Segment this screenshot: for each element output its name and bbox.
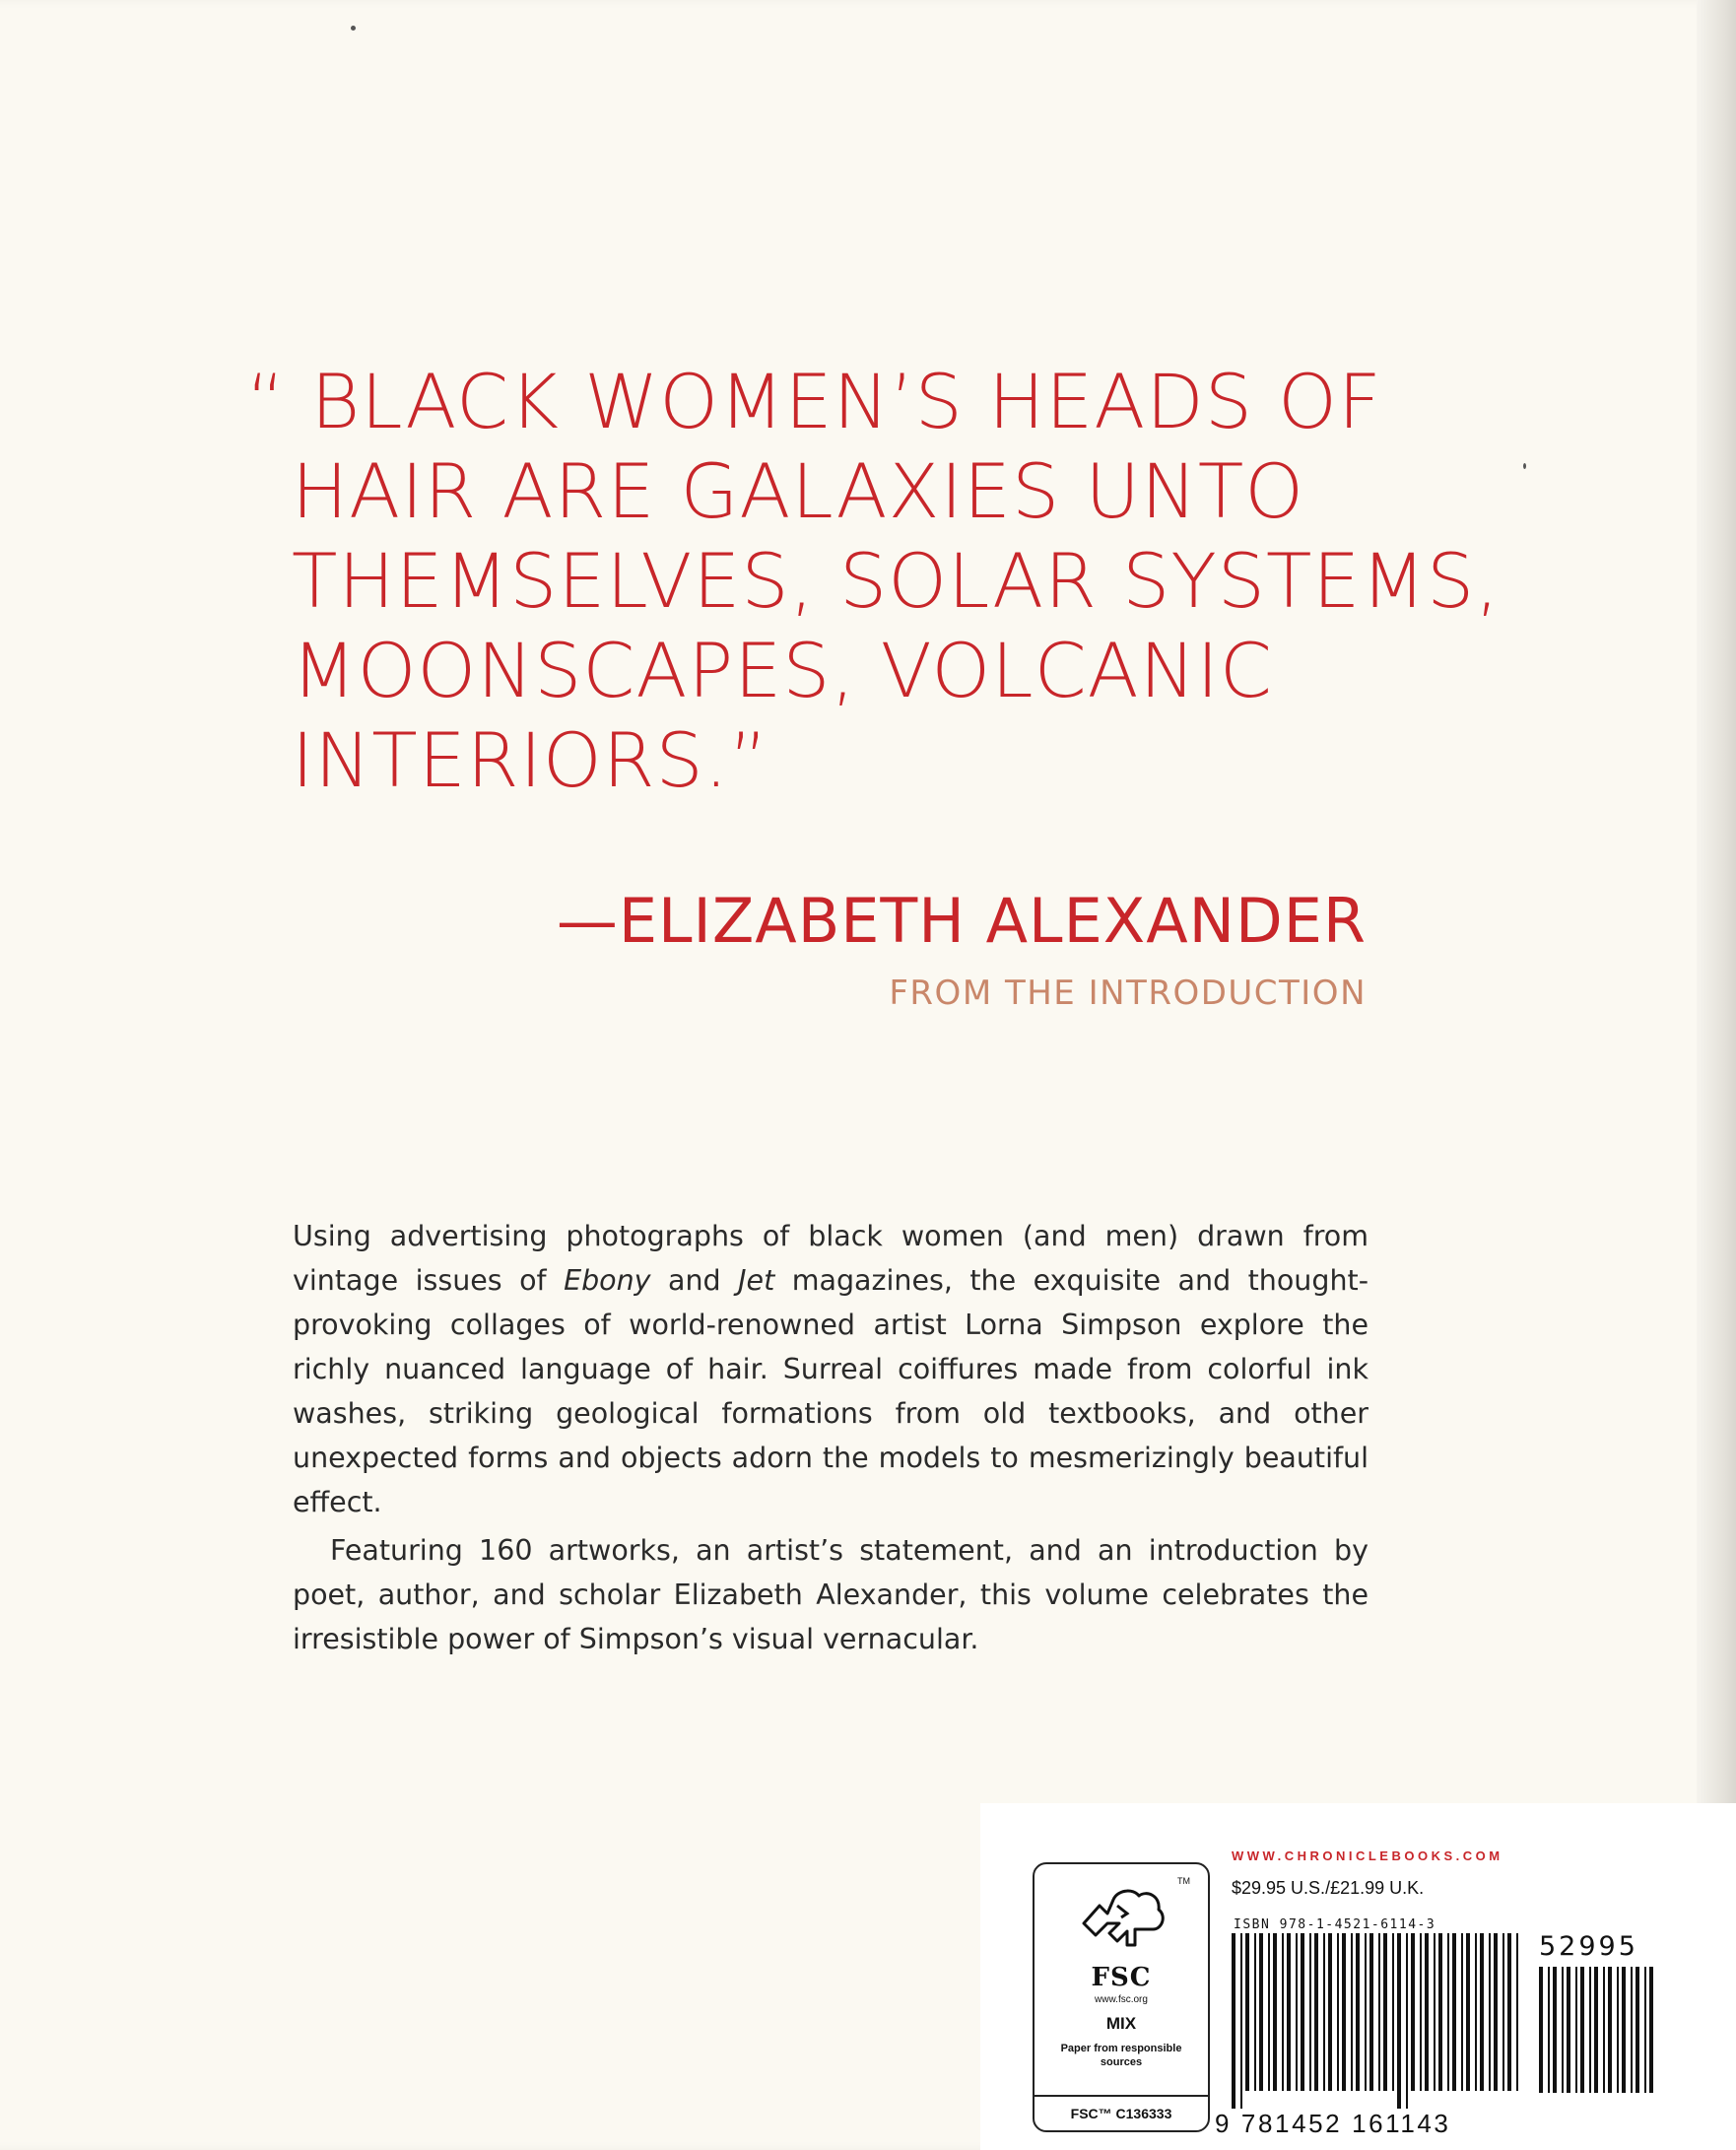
quote-line: MOONSCAPES, VOLCANIC: [292, 627, 1273, 714]
addon-barcode: [1539, 1967, 1661, 2132]
barcode-bar: [1378, 1933, 1380, 2091]
barcode-bar: [1466, 1933, 1470, 2091]
barcode-bar: [1232, 1933, 1235, 2109]
barcode-digits: 9 781452 161143: [1215, 2109, 1451, 2138]
barcode-bar: [1636, 1967, 1639, 2093]
barcode-bar: [1240, 1933, 1242, 2109]
fsc-mix: MIX: [1105, 2014, 1137, 2033]
barcode-bar: [1323, 1933, 1325, 2091]
barcode-bar: [1452, 1933, 1456, 2091]
barcode-bar: [1502, 1933, 1504, 2091]
barcode-bar: [1273, 1933, 1277, 2091]
description-paragraph-1: Using advertising photographs of black women (and men) drawn from vintage issues of Ebony and Jet magazines, the exquisite and thought-provoking collages of world-renowned artist Lorna Simpson explore the richly nuanced language of hair. Surreal coiffures made from colorful ink washes, striking geological formations from old textbooks, and other unexpected forms and objects adorn the models to mesmerizingly beautiful effect.: [293, 1220, 1369, 1518]
barcode-bar: [1397, 1933, 1401, 2109]
barcode-bar: [1337, 1933, 1339, 2091]
quote-line: THEMSELVES, SOLAR SYSTEMS,: [292, 537, 1501, 625]
barcode-bar: [1314, 1933, 1318, 2091]
book-description: [293, 1214, 1369, 1661]
barcode-bar: [1309, 1933, 1311, 2091]
barcode-bar: [1589, 1967, 1591, 2093]
fsc-logo-box: [1033, 1862, 1210, 2132]
barcode-bar: [1420, 1933, 1422, 2091]
pull-quote: [246, 357, 1501, 805]
barcode-bar: [1411, 1933, 1415, 2091]
fsc-trademark: TM: [1177, 1876, 1190, 1886]
barcode-bar: [1603, 1967, 1605, 2093]
quote-attribution: —ELIZABETH ALEXANDER: [556, 885, 1367, 957]
barcode-bar: [1392, 1933, 1394, 2091]
barcode-bar: [1447, 1933, 1449, 2091]
barcode-bar: [1631, 1967, 1633, 2093]
barcode-bar: [1328, 1933, 1332, 2091]
barcode-bar: [1580, 1967, 1584, 2093]
barcode-bar: [1406, 1933, 1408, 2109]
barcode-bar: [1438, 1933, 1442, 2091]
barcode-bar: [1268, 1933, 1270, 2091]
fsc-license-code: FSC™ C136333: [1035, 2095, 1208, 2130]
fsc-paper-note: Paper from responsible sources: [1060, 2043, 1182, 2068]
barcode-bar: [1622, 1967, 1626, 2093]
isbn-barcode: [1232, 1933, 1523, 2109]
barcode-bar: [1383, 1933, 1387, 2091]
speck: [1523, 463, 1526, 469]
barcode-bar: [1644, 1967, 1646, 2093]
barcode-bar: [1489, 1933, 1491, 2091]
price: $29.95 U.S./£21.99 U.K.: [1232, 1878, 1425, 1898]
barcode-bar: [1434, 1933, 1436, 2091]
publisher-website: WWW.CHRONICLEBOOKS.COM: [1232, 1848, 1503, 1863]
magazine-title-ebony: Ebony: [564, 1264, 651, 1297]
barcode-bar: [1356, 1933, 1360, 2091]
barcode-bar: [1369, 1933, 1373, 2091]
barcode-bar: [1539, 1967, 1543, 2093]
quote-line: INTERIORS.”: [292, 716, 769, 804]
barcode-bar: [1548, 1967, 1550, 2093]
magazine-title-jet: Jet: [738, 1264, 775, 1297]
barcode-bar: [1351, 1933, 1353, 2091]
barcode-bar: [1342, 1933, 1346, 2091]
barcode-bar: [1567, 1967, 1570, 2093]
barcode-bar: [1562, 1967, 1564, 2093]
barcode-bar: [1475, 1933, 1477, 2091]
barcode-bar: [1254, 1933, 1256, 2091]
fsc-tree-icon: [1074, 1884, 1168, 1961]
barcode-bar: [1296, 1933, 1298, 2091]
fsc-website: www.fsc.org: [1095, 1994, 1148, 2005]
barcode-bar: [1282, 1933, 1284, 2091]
barcode-bar: [1494, 1933, 1498, 2091]
barcode-bar: [1259, 1933, 1263, 2091]
price-addon-number: 52995: [1539, 1931, 1638, 1962]
speck: [351, 26, 356, 31]
barcode-bar: [1287, 1933, 1291, 2091]
barcode-bar: [1617, 1967, 1619, 2093]
barcode-bar: [1553, 1967, 1557, 2093]
isbn: ISBN 978-1-4521-6114-3: [1234, 1917, 1436, 1932]
fsc-name: FSC: [1091, 1963, 1152, 1992]
barcode-bar: [1507, 1933, 1511, 2091]
barcode-bar: [1301, 1933, 1304, 2091]
barcode-bar: [1425, 1933, 1429, 2091]
description-paragraph-2: Featuring 160 artworks, an artist’s statement, and an introduction by poet, author, and scholar Elizabeth Alexander, this volume celebrates the irresistible power of Simpson’s visual vernacular.: [293, 1534, 1369, 1655]
barcode-bar: [1480, 1933, 1484, 2091]
barcode-bar: [1649, 1967, 1653, 2093]
barcode-bar: [1575, 1967, 1577, 2093]
barcode-bar: [1608, 1967, 1612, 2093]
barcode-bar: [1365, 1933, 1367, 2091]
barcode-bar: [1594, 1967, 1598, 2093]
barcode-bar: [1461, 1933, 1463, 2091]
quote-line: “ BLACK WOMEN’S HEADS OF: [246, 358, 1382, 445]
barcode-bar: [1245, 1933, 1249, 2091]
quote-source: FROM THE INTRODUCTION: [889, 974, 1367, 1013]
quote-line: HAIR ARE GALAXIES UNTO: [292, 447, 1305, 535]
barcode-bar: [1516, 1933, 1518, 2091]
